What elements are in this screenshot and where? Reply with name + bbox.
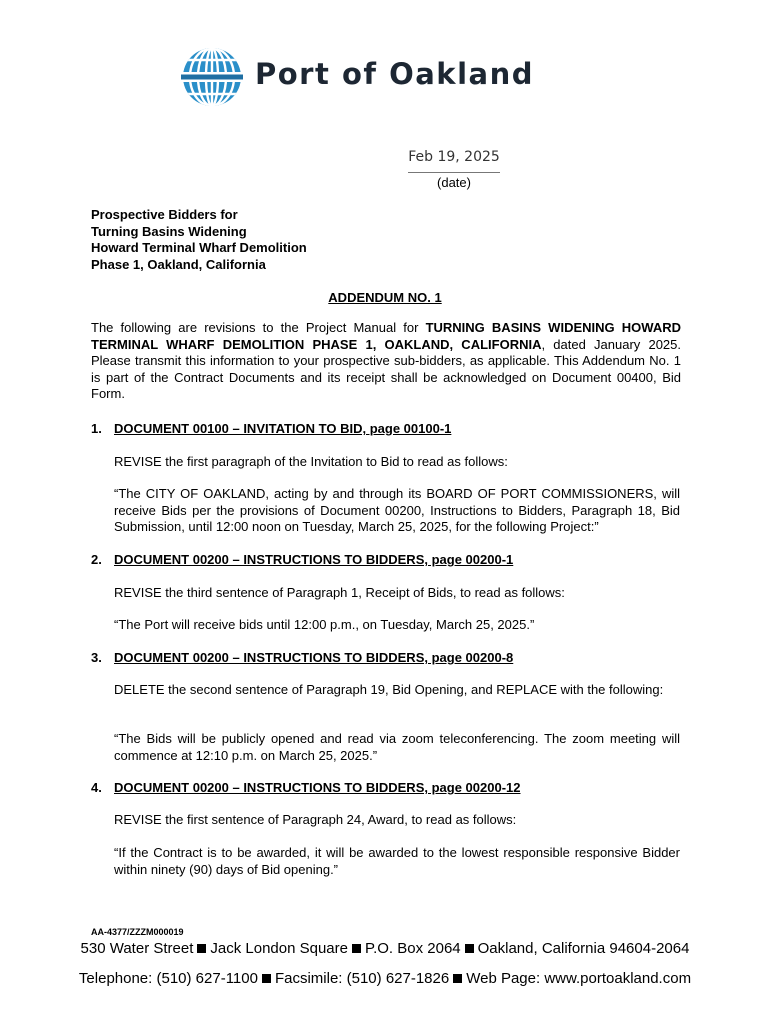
item-number: 4. (91, 780, 102, 795)
date-value: Feb 19, 2025 (408, 149, 500, 165)
footer-square: Jack London Square (210, 940, 348, 957)
item-1-quote: “The CITY OF OAKLAND, acting by and through its BOARD OF PORT COMMISSIONERS, will receive Bids per the provisions of Document 00200, Instructions to Bidders, Paragraph 18, Bid Submission, until 12:00 noon on Tuesday, March 25, 2025, for the following Project:” (114, 486, 680, 534)
item-1-title (91, 421, 451, 436)
intro-text: The following are revisions to the Project Manual for (91, 320, 426, 335)
addressee-block (91, 207, 307, 273)
item-3-instruction: DELETE the second sentence of Paragraph 19, Bid Opening, and REPLACE with the following: (114, 682, 664, 697)
square-bullet-icon (352, 944, 361, 953)
port-of-oakland-logo (181, 46, 591, 106)
item-4-instruction: REVISE the first sentence of Paragraph 24, Award, to read as follows: (114, 812, 517, 827)
item-3-title (91, 650, 513, 665)
item-heading: DOCUMENT 00200 – INSTRUCTIONS TO BIDDERS, page 00200-8 (114, 650, 514, 665)
item-heading: DOCUMENT 00100 – INVITATION TO BID, page 00100-1 (114, 421, 452, 436)
item-2-title (91, 552, 513, 567)
square-bullet-icon (197, 944, 206, 953)
addressee-line: Phase 1, Oakland, California (91, 256, 266, 272)
port-of-oakland-globe-icon (181, 46, 243, 108)
item-number: 1. (91, 421, 102, 436)
item-1-instruction: REVISE the first paragraph of the Invitation to Bid to read as follows: (114, 454, 508, 469)
addressee-line: Howard Terminal Wharf Demolition (91, 240, 307, 255)
addressee-line: Turning Basins Widening (91, 223, 247, 239)
date-label: (date) (437, 175, 471, 190)
footer-facsimile: Facsimile: (510) 627-1826 (274, 970, 450, 987)
item-4-title (91, 780, 521, 795)
item-2-quote: “The Port will receive bids until 12:00 p.m., on Tuesday, March 25, 2025.” (114, 617, 535, 632)
intro-text-rest: , dated January 2025. Please transmit this information to your prospective sub-bidders, as applicable. This Addendum No. 1 is part of the Contract Documents and its receipt shall be acknowledged on Document 00400, Bid Form. (91, 336, 681, 401)
port-of-oakland-wordmark: Port of Oakland (255, 57, 534, 91)
date-underline (408, 172, 500, 173)
item-heading: DOCUMENT 00200 – INSTRUCTIONS TO BIDDERS, page 00200-12 (114, 780, 521, 795)
item-4-quote: “If the Contract is to be awarded, it will be awarded to the lowest responsible responsive Bidder within ninety (90) days of Bid opening.” (114, 845, 680, 877)
item-number: 2. (91, 552, 102, 567)
item-heading: DOCUMENT 00200 – INSTRUCTIONS TO BIDDERS, page 00200-1 (114, 552, 514, 567)
item-2-instruction: REVISE the third sentence of Paragraph 1, Receipt of Bids, to read as follows: (114, 585, 565, 600)
footer-street: 530 Water Street (80, 940, 194, 957)
document-reference-code: AA-4377/ZZZM000019 (91, 927, 184, 937)
item-number: 3. (91, 650, 102, 665)
footer-city: Oakland, California 94604-2064 (477, 940, 690, 957)
footer-address (0, 940, 770, 957)
item-3-quote: “The Bids will be publicly opened and read via zoom teleconferencing. The zoom meeting will commence at 12:10 p.m. on March 25, 2025.” (114, 731, 680, 763)
addressee-line: Prospective Bidders for (91, 207, 238, 222)
square-bullet-icon (453, 974, 462, 983)
square-bullet-icon (465, 944, 474, 953)
square-bullet-icon (262, 974, 271, 983)
footer-telephone: Telephone: (510) 627-1100 (78, 970, 258, 987)
footer-web-page: Web Page: www.portoakland.com (466, 970, 692, 987)
intro-project-name: TURNING BASINS WIDENING HOWARD TERMINAL WHARF DEMOLITION PHASE 1, OAKLAND, CALIFORNIA (91, 320, 681, 352)
intro-paragraph (91, 320, 681, 403)
footer-contacts (0, 970, 770, 987)
footer-po-box: P.O. Box 2064 (365, 940, 461, 957)
addendum-heading: ADDENDUM NO. 1 (328, 290, 442, 305)
